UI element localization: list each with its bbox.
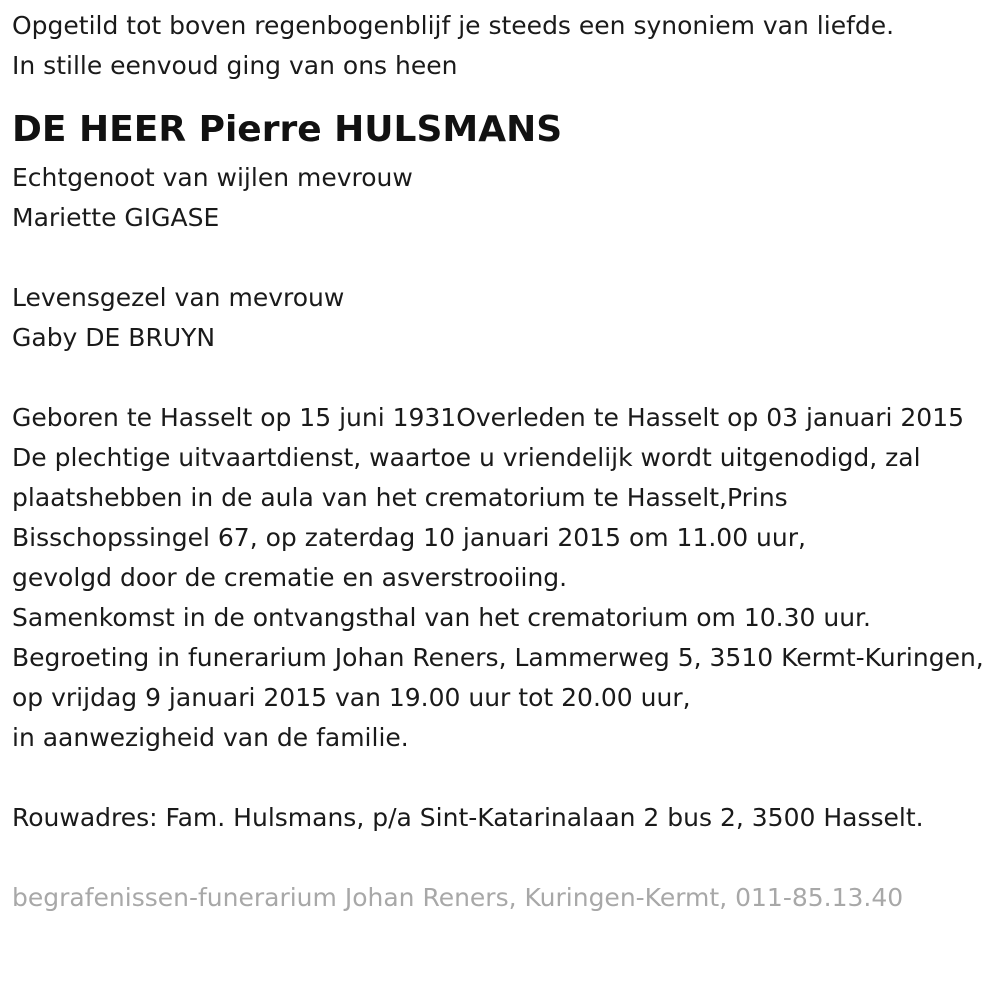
deceased-name: DE HEER Pierre HULSMANS — [12, 109, 563, 150]
family-presence: in aanwezigheid van de familie. — [12, 723, 409, 752]
spacer — [12, 358, 988, 398]
cremation-note: gevolgd door de crematie en asverstrooiing. — [12, 563, 568, 592]
funeral-service: De plechtige uitvaartdienst, waartoe u vriendelijk wordt uitgenodigd, zal plaatshebben in de aula van het crematorium te Hasselt,Prins Bisschopssingel 67, op zaterdag 10 januari 2015 om 11.00 uur, — [12, 443, 921, 552]
gathering-note: Samenkomst in de ontvangsthal van het crematorium om 10.30 uur. — [12, 603, 871, 632]
spacer — [12, 758, 988, 798]
spacer — [12, 238, 988, 278]
birth-death-dates: Geboren te Hasselt op 15 juni 1931Overleden te Hasselt op 03 januari 2015 — [12, 403, 965, 432]
mourning-address: Rouwadres: Fam. Hulsmans, p/a Sint-Katarinalaan 2 bus 2, 3500 Hasselt. — [12, 803, 924, 832]
intro-verse: Opgetild tot boven regenbogenblijf je steeds een synoniem van liefde. — [12, 11, 895, 40]
intro-announcement: In stille eenvoud ging van ons heen — [12, 51, 458, 80]
visitation-info: Begroeting in funerarium Johan Reners, Lammerweg 5, 3510 Kermt-Kuringen, op vrijdag 9 januari 2015 van 19.00 uur tot 20.00 uur, — [12, 643, 984, 712]
partner-name: Gaby DE BRUYN — [12, 323, 216, 352]
spouse-name: Mariette GIGASE — [12, 203, 220, 232]
partner-label: Levensgezel van mevrouw — [12, 283, 345, 312]
spouse-label: Echtgenoot van wijlen mevrouw — [12, 163, 413, 192]
funeral-home-credit: begrafenissen-funerarium Johan Reners, Kuringen-Kermt, 011-85.13.40 — [12, 883, 904, 912]
